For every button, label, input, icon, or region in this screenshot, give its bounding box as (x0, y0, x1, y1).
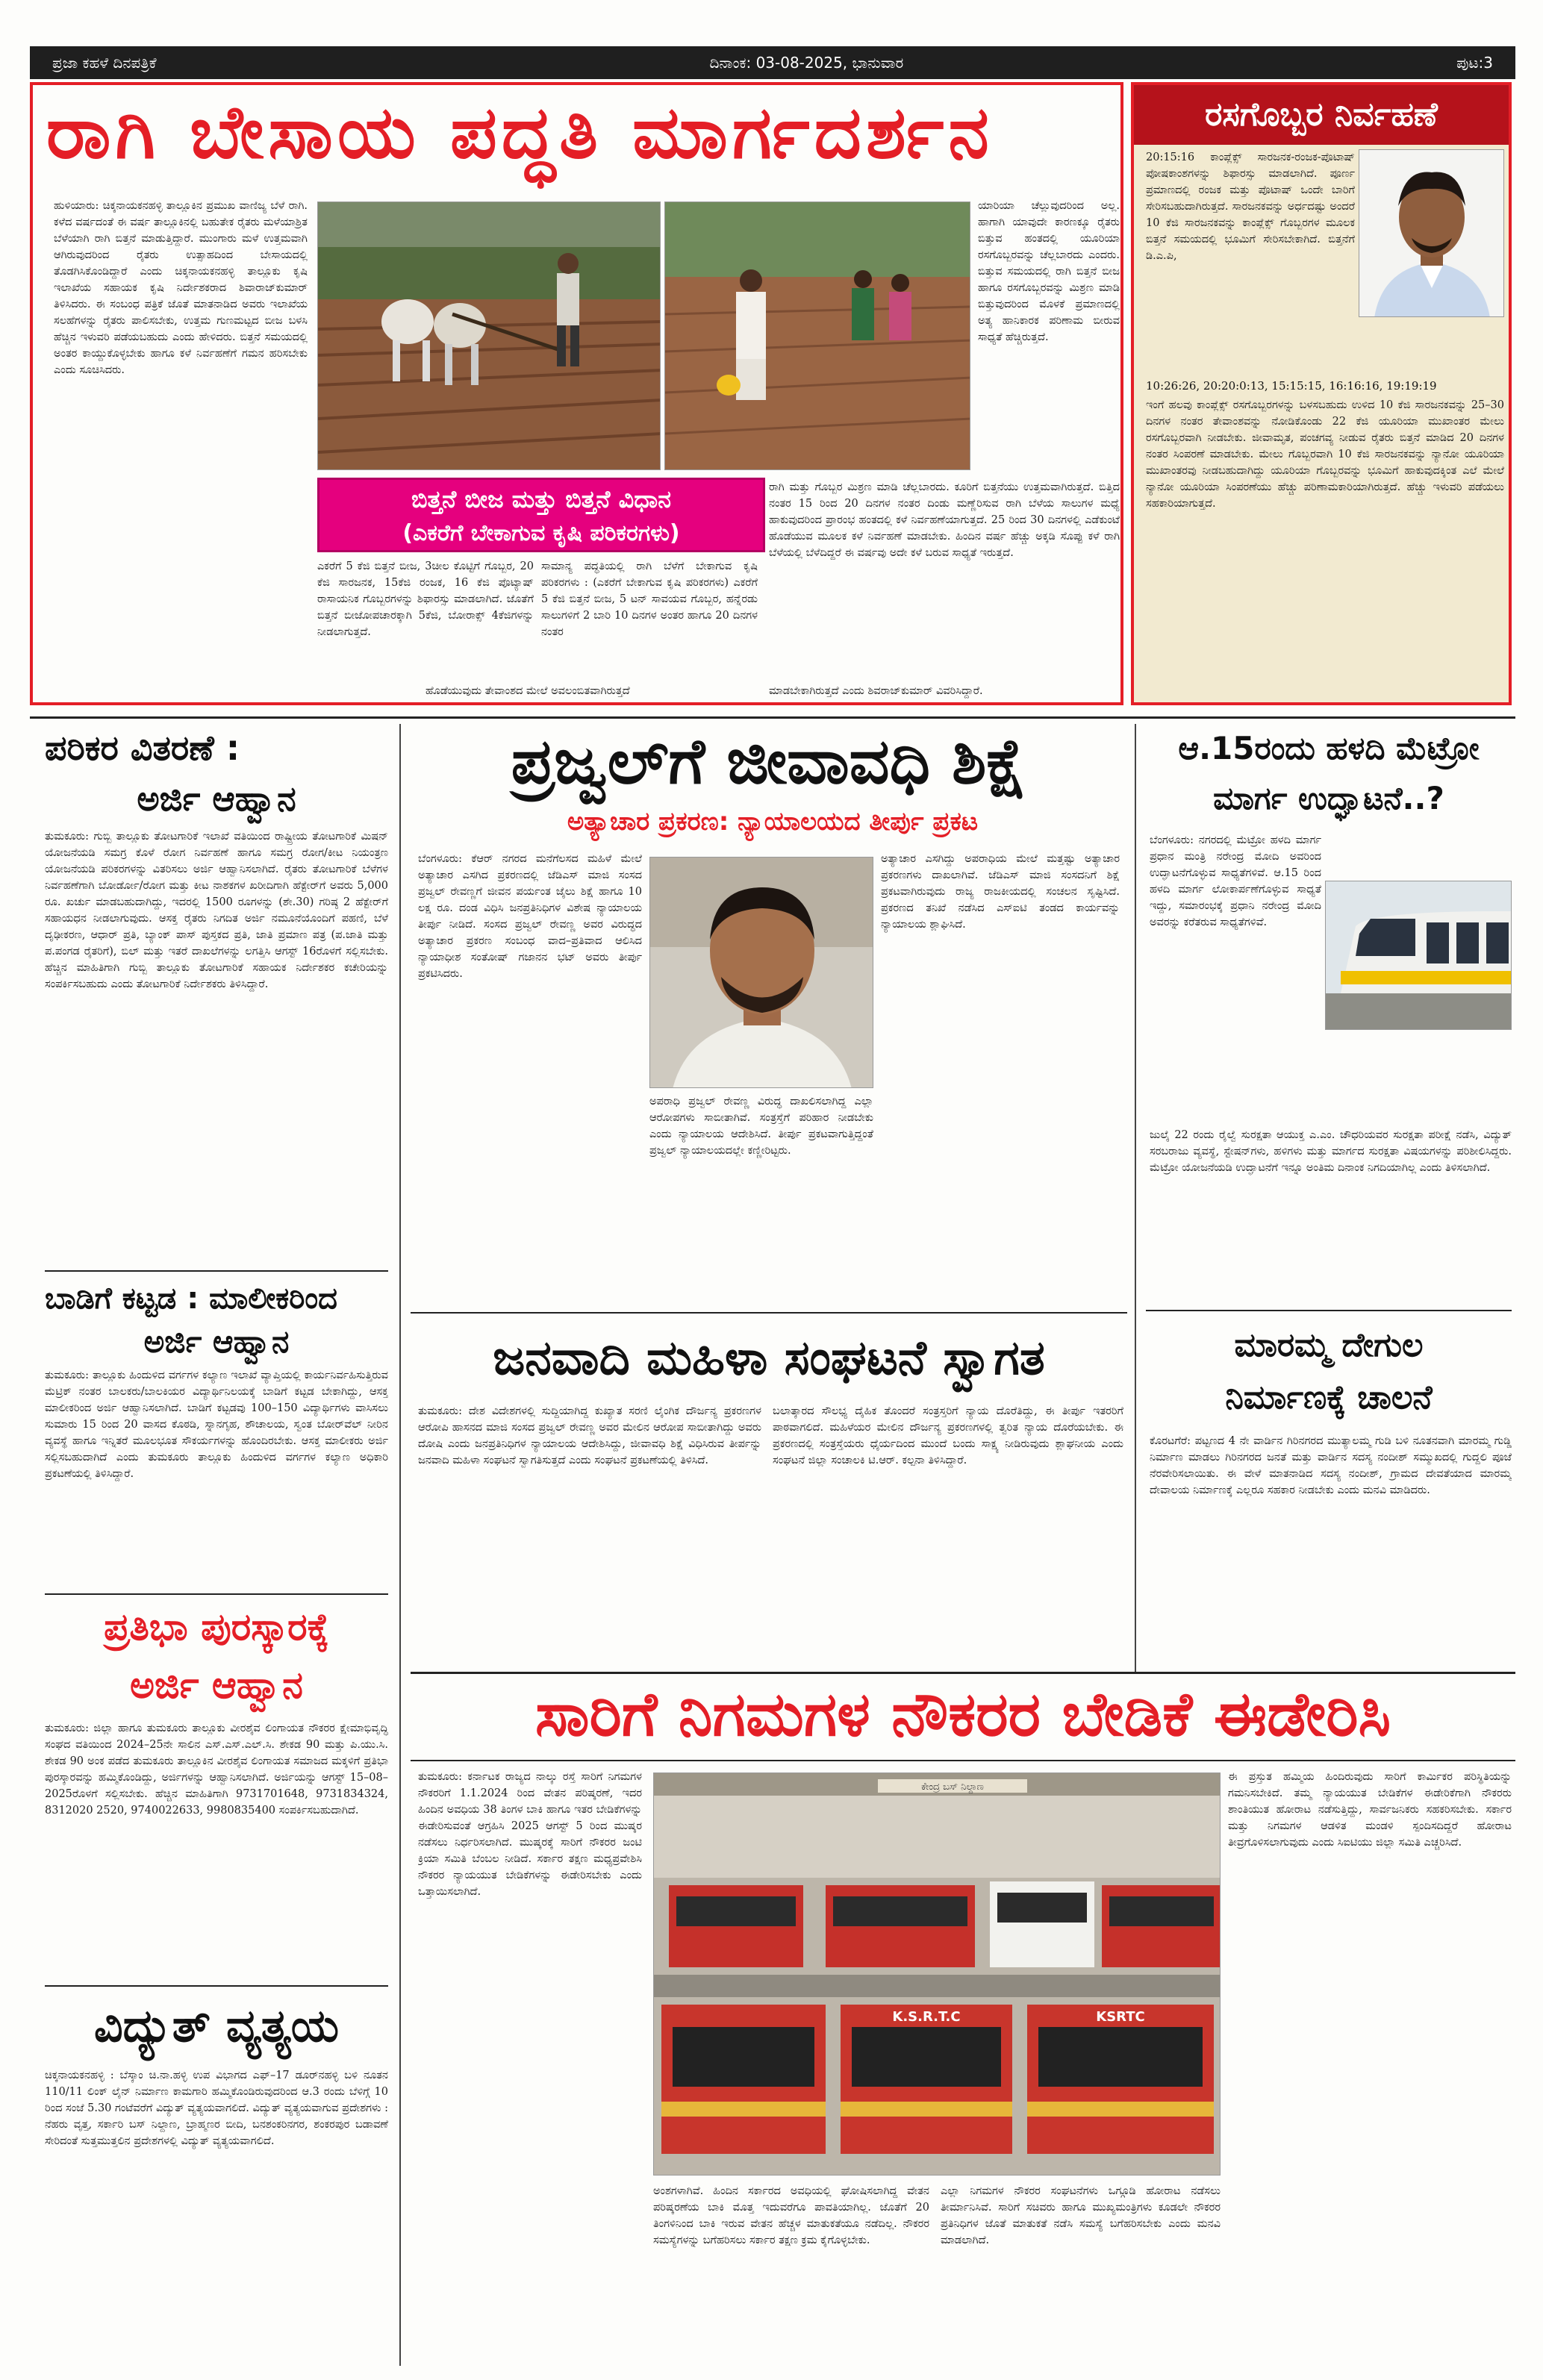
vidyut-headline: ವಿದ್ಯುತ್ ವ್ಯತ್ಯಯ (93, 2000, 340, 2052)
badige-article: ತುಮಕೂರು: ತಾಲ್ಲೂಕು ಹಿಂದುಳಿದ ವರ್ಗಗಳ ಕಲ್ಯಾಣ ಇಲಾಖೆ ವ್ಯಾಪ್ತಿಯಲ್ಲಿ ಕಾರ್ಯನಿರ್ವಹಿಸುತ್ತಿರುವ ಮೆಟ್ರಿಕ್ ನಂತರ ಬಾಲಕರು/ಬಾಲಕಿಯರ ವಿದ್ಯಾರ್ಥಿನಿಲಯಕ್ಕೆ ಬಾಡಿಗೆ ಕಟ್ಟಡ ಬೇಕಾಗಿದ್ದು, ಆಸಕ್ತ ಮಾಲೀಕರಿಂದ ಅರ್ಜಿ ಆಹ್ವಾನಿಸಲಾಗಿದೆ. ಬಾಡಿಗೆ ಕಟ್ಟಡವು 100–150 ವಿದ್ಯಾರ್ಥಿಗಳು ವಾಸಿಸಲು ಸುಮಾರು 15 ರಿಂದ 20 ವಾಸದ ಕೊಠಡಿ, ಸ್ನಾನಗೃಹ, ಶೌಚಾಲಯ, ಸ್ವಂತ ಬೋರ್‌ವೆಲ್ ನೀರಿನ ವ್ಯವಸ್ಥೆ ಹಾಗೂ ಇನ್ನಿತರೆ ಮೂಲಭೂತ ಸೌಕರ್ಯಗಳನ್ನು ಹೊಂದಿರಬೇಕು. ಆಸಕ್ತ ಮಾಲೀಕರು ಅರ್ಜಿ ಸಲ್ಲಿಸಬಹುದಾಗಿದೆ ಎಂದು ತುಮಕೂರು ತಾಲ್ಲೂಕು ಹಿಂದುಳಿದ ವರ್ಗಗಳ ಕಲ್ಯಾಣ ಅಧಿಕಾರಿ ಪ್ರಕಟಣೆಯಲ್ಲಿ ತಿಳಿಸಿದ್ದಾರೆ. (45, 1369, 388, 1480)
sarige-headline-band (411, 1672, 1515, 1761)
farm-photo-sowing (664, 202, 970, 470)
maramma-article: ಕೊರಟಗೆರೆ: ಪಟ್ಟಣದ 4 ನೇ ವಾರ್ಡಿನ ಗಿರಿನಗರದ ಮುತ್ಯಾಲಮ್ಮ ಗುಡಿ ಬಳಿ ನೂತನವಾಗಿ ಮಾರಮ್ಮ ಗುಡ್ಡಿ ನಿರ್ಮಾಣ ಮಾಡಲು ಗಿರಿನಗರದ ಜನತೆ ಮತ್ತು ವಾರ್ಡಿನ ಸದಸ್ಯ ನಂದೀಶ್ ಸಮ್ಮುಖದಲ್ಲಿ ಗುದ್ದಲಿ ಪೂಜೆ ನೆರವೇರಿಸಲಾಯಿತು. ಈ ವೇಳೆ ಮಾತನಾಡಿದ ಸದಸ್ಯ ನಂದೀಶ್, ಗ್ರಾಮದ ದೇವತೆಯಾದ ಮಾರಮ್ಮ ದೇವಾಲಯ ನಿರ್ಮಾಣಕ್ಕೆ ಎಲ್ಲರೂ ಸಹಕಾರ ನೀಡಬೇಕು ಎಂದು ಮನವಿ ಮಾಡಿದರು. (1150, 1435, 1512, 1496)
page-number: ಪುಟ:3 (1456, 54, 1493, 72)
metro-article-text2: ಜುಲೈ 22 ರಂದು ರೈಲ್ವೆ ಸುರಕ್ಷತಾ ಆಯುಕ್ತ ಎ.ಎಂ. ಚೌಧರಿಯವರ ಸುರಕ್ಷತಾ ಪರೀಕ್ಷೆ ನಡೆಸಿ, ವಿದ್ಯುತ್ ಸರಬರಾಜು ವ್ಯವಸ್ಥೆ, ಸ್ಟೇಷನ್‌ಗಳು, ಹಳಿಗಳು ಮತ್ತು ಮಾರ್ಗದ ಸುರಕ್ಷತಾ ವಿಷಯಗಳನ್ನು ಪರಿಶೀಲಿಸಿದ್ದರು. ಮೆಟ್ರೋ ಯೋಜನೆಯಡಿ ಉದ್ಘಾಟನೆಗೆ ಇನ್ನೂ ಅಂತಿಮ ದಿನಾಂಕ ನಿಗದಿಯಾಗಿಲ್ಲ ಎಂದು ತಿಳಿಸಲಾಗಿದೆ. (1150, 1129, 1512, 1174)
mid-divider-1 (411, 1312, 1127, 1314)
sarige-headline: ಸಾರಿಗೆ ನಿಗಮಗಳ ನೌಕರರ ಬೇಡಿಕೆ ಈಡೇರಿಸಿ (534, 1679, 1391, 1750)
sarige-article-col1: ತುಮಕೂರು: ಕರ್ನಾಟಕ ರಾಜ್ಯದ ನಾಲ್ಕು ರಸ್ತೆ ಸಾರಿಗೆ ನಿಗಮಗಳ ನೌಕರರಿಗೆ 1.1.2024 ರಿಂದ ವೇತನ ಪರಿಷ್ಕರಣೆ, ಇದರ ಹಿಂದಿನ ಅವಧಿಯ 38 ತಿಂಗಳ ಬಾಕಿ ಹಾಗೂ ಇತರ ಬೇಡಿಕೆಗಳನ್ನು ಈಡೇರಿಸುವಂತೆ ಆಗ್ರಹಿಸಿ 2025 ಆಗಸ್ಟ್ 5 ರಿಂದ ಮುಷ್ಕರ ನಡೆಸಲು ನಿರ್ಧರಿಸಲಾಗಿದೆ. ಮುಷ್ಕರಕ್ಕೆ ಸಾರಿಗೆ ನೌಕರರ ಜಂಟಿ ಕ್ರಿಯಾ ಸಮಿತಿ ಬೆಂಬಲ ನೀಡಿದೆ. ಸರ್ಕಾರ ತಕ್ಷಣ ಮಧ್ಯಪ್ರವೇಶಿಸಿ ನೌಕರರ ನ್ಯಾಯಯುತ ಬೇಡಿಕೆಗಳನ್ನು ಈಡೇರಿಸಬೇಕು ಎಂದು ಒತ್ತಾಯಿಸಲಾಗಿದೆ. (418, 1771, 642, 1898)
ragi-headline: ರಾಗಿ ಬೇಸಾಯ ಪದ್ಧತಿ ಮಾರ್ಗದರ್ಶನ (46, 90, 994, 175)
ragi-article-col5: ರಾಗಿ ಮತ್ತು ಗೊಬ್ಬರ ಮಿಶ್ರಣ ಮಾಡಿ ಚೆಲ್ಲಬಾರದು. ಕೂರಿಗೆ ಬಿತ್ತನೆಯು ಉತ್ತಮವಾಗಿರುತ್ತದೆ. ಬಿತ್ತಿದ ನಂತರ 15 ರಿಂದ 20 ದಿನಗಳ ನಂತರ ದಿಂಡು ಮಣ್ಣೆರಿಸುವ ರಾಗಿ ಬೆಳೆಯ ಸಾಲುಗಳ ಮಧ್ಯೆ ಹಾಕುವುದರಿಂದ ಪ್ರಾರಂಭ ಹಂತದಲ್ಲಿ ಕಳೆ ನಿರ್ವಹಣೆಯಾಗುತ್ತದೆ. 25 ರಿಂದ 30 ದಿನಗಳಲ್ಲಿ ಎಡೆಕುಂಟೆ ಹೊಡೆಯುವ ಮೂಲಕ ಕಳೆ ನಿರ್ವಹಣೆ ಮಾಡಬೇಕು. ಹಿಂದಿನ ವರ್ಷ ಹೆಚ್ಚು ಅಕ್ಕಡಿ ಸೊಪ್ಪು ಕಳೆ ರಾಗಿ ಬೆಳೆಯಲ್ಲಿ ಬೆಳೆದಿದ್ದರೆ ಈ ವರ್ಷವು ಅದೇ ಕಳೆ ಬರುವ ಸಾಧ್ಯತೆ ಇರುತ್ತದೆ. (769, 481, 1120, 559)
page-header-bar (30, 46, 1515, 79)
janavadi-headline: ಜನವಾದಿ ಮಹಿಳಾ ಸಂಘಟನೆ ಸ್ವಾಗತ (493, 1331, 1045, 1386)
issue-date: ದಿನಾಂಕ: 03-08-2025, ಭಾನುವಾರ (709, 54, 904, 72)
column-rule-left (399, 724, 401, 2366)
ragi-byline: ಮಾಡಬೇಕಾಗಿರುತ್ತದೆ ಎಂದು ಶಿವರಾಜ್‌ಕುಮಾರ್ ವಿವರಿಸಿದ್ದಾರೆ. (769, 685, 983, 697)
depot-sign-text: ಕೇಂದ್ರ ಬಸ್ ನಿಲ್ದಾಣ (921, 1781, 984, 1793)
sowing-box-title: ಬಿತ್ತನೆ ಬೀಜ ಮತ್ತು ಬಿತ್ತನೆ ವಿಧಾನ (411, 485, 671, 513)
prajwal-article-col1: ಬೆಂಗಳೂರು: ಕೆಆರ್ ನಗರದ ಮನೆಗೆಲಸದ ಮಹಿಳೆ ಮೇಲೆ ಅತ್ಯಾಚಾರ ಎಸಗಿದ ಪ್ರಕರಣದಲ್ಲಿ ಜೆಡಿಎಸ್ ಮಾಜಿ ಸಂಸದ ಪ್ರಜ್ವಲ್ ರೇವಣ್ಣಗೆ ಜೀವನ ಪರ್ಯಂತ ಜೈಲು ಶಿಕ್ಷೆ ಹಾಗೂ 10 ಲಕ್ಷ ರೂ. ದಂಡ ವಿಧಿಸಿ ಜನಪ್ರತಿನಿಧಿಗಳ ವಿಶೇಷ ನ್ಯಾಯಾಲಯ ತೀರ್ಪು ನೀಡಿದೆ. ಸಂಸದ ಪ್ರಜ್ವಲ್ ರೇವಣ್ಣ ಅವರ ವಿರುದ್ಧದ ಅತ್ಯಾಚಾರ ಪ್ರಕರಣ ಸಂಬಂಧ ವಾದ–ಪ್ರತಿವಾದ ಆಲಿಸಿದ ನ್ಯಾಯಾಧೀಶ ಸಂತೋಷ್ ಗಜಾನನ ಭಟ್ ಅವರು ತೀರ್ಪು ಪ್ರಕಟಿಸಿದರು. (418, 853, 642, 980)
sarige-article-col3: ಎಲ್ಲಾ ನಿಗಮಗಳ ನೌಕರರ ಸಂಘಟನೆಗಳು ಒಗ್ಗೂಡಿ ಹೋರಾಟ ನಡೆಸಲು ತೀರ್ಮಾನಿಸಿವೆ. ಸಾರಿಗೆ ಸಚಿವರು ಹಾಗೂ ಮುಖ್ಯಮಂತ್ರಿಗಳು ಕೂಡಲೇ ನೌಕರರ ಪ್ರತಿನಿಧಿಗಳ ಜೊತೆ ಮಾತುಕತೆ ನಡೆಸಿ ಸಮಸ್ಯೆ ಬಗೆಹರಿಸಬೇಕು ಎಂದು ಮನವಿ ಮಾಡಲಾಗಿದೆ. (941, 2185, 1221, 2246)
left-divider-1 (45, 1270, 388, 1272)
metro-headline-line2: ಮಾರ್ಗ ಉದ್ಘಾಟನೆ..? (1213, 780, 1444, 816)
vidyut-article: ಚಿಕ್ಕನಾಯಕನಹಳ್ಳಿ : ಬೆಸ್ಕಾಂ ಚಿ.ನಾ.ಹಳ್ಳಿ ಉಪ ವಿಭಾಗದ ಎಫ್–17 ಡೂರ್‌ನಹಳ್ಳಿ ಬಳಿ ನೂತನ 110/11 ಲಿಂಕ್ ಲೈನ್ ನಿರ್ಮಾಣ ಕಾಮಗಾರಿ ಹಮ್ಮಿಕೊಂಡಿರುವುದರಿಂದ ಆ.3 ರಂದು ಬೆಳಿಗ್ಗೆ 10 ರಿಂದ ಸಂಜೆ 5.30 ಗಂಟೆವರೆಗೆ ವಿದ್ಯುತ್ ವ್ಯತ್ಯಯವಾಗಲಿದೆ. ವಿದ್ಯುತ್ ವ್ಯತ್ಯಯವಾಗುವ ಪ್ರದೇಶಗಳು : ನೆಹರು ವೃತ್ತ, ಸರ್ಕಾರಿ ಬಸ್ ನಿಲ್ದಾಣ, ಬ್ರಾಹ್ಮಣರ ಬೀದಿ, ಬನಶಂಕರಿನಗರ, ಶಂಕರಪುರ ಬಡಾವಣೆ ಸೇರಿದಂತೆ ಸುತ್ತಮುತ್ತಲಿನ ಪ್ರದೇಶಗಳಲ್ಲಿ ವಿದ್ಯುತ್ ವ್ಯತ್ಯಯವಾಗಲಿದೆ. (45, 2070, 388, 2147)
metro-article-text1: ಬೆಂಗಳೂರು: ನಗರದಲ್ಲಿ ಮೆಟ್ರೋ ಹಳದಿ ಮಾರ್ಗ ಪ್ರಧಾನ ಮಂತ್ರಿ ನರೇಂದ್ರ ಮೋದಿ ಅವರಿಂದ ಉದ್ಘಾಟನೆಗೊಳ್ಳುವ ಸಾಧ್ಯತೆಗಳಿವೆ. ಆ.15 ರಿಂದ ಹಳದಿ ಮಾರ್ಗ ಲೋಕಾರ್ಪಣೆಗೊಳ್ಳುವ ಸಾಧ್ಯತೆ ಇದ್ದು, ಸಮಾರಂಭಕ್ಕೆ ಪ್ರಧಾನಿ ನರೇಂದ್ರ ಮೋದಿ ಅವರನ್ನು ಕರೆತರುವ ಸಾಧ್ಯತೆಗಳಿವೆ. (1150, 834, 1321, 928)
left-divider-2 (45, 1593, 388, 1595)
parikara-headline-line2: ಅರ್ಜಿ ಆಹ್ವಾನ (137, 778, 296, 819)
farm-photo-oxen (317, 202, 661, 470)
bus-label-1: K.S.R.T.C (892, 2009, 961, 2025)
ragi-bottom-line: ಹೊಡೆಯುವುದು ತೇವಾಂಶದ ಮೇಲೆ ಅವಲಂಬಿತವಾಗಿರುತ್ತದೆ (426, 685, 630, 697)
sarige-article-col2: ಅಂಶಗಳಾಗಿವೆ. ಹಿಂದಿನ ಸರ್ಕಾರದ ಅವಧಿಯಲ್ಲಿ ಘೋಷಿಸಲಾಗಿದ್ದ ವೇತನ ಪರಿಷ್ಕರಣೆಯ ಬಾಕಿ ಮೊತ್ತ ಇದುವರೆಗೂ ಪಾವತಿಯಾಗಿಲ್ಲ. ಜೊತೆಗೆ 20 ತಿಂಗಳಿನಿಂದ ಬಾಕಿ ಇರುವ ವೇತನ ಹೆಚ್ಚಳ ಮಾತುಕತೆಯೂ ನಡೆದಿಲ್ಲ. ನೌಕರರ ಸಮಸ್ಯೆಗಳನ್ನು ಬಗೆಹರಿಸಲು ಸರ್ಕಾರ ತಕ್ಷಣ ಕ್ರಮ ಕೈಗೊಳ್ಳಬೇಕು. (653, 2185, 929, 2246)
janavadi-article-col1: ತುಮಕೂರು: ದೇಶ ವಿದೇಶಗಳಲ್ಲಿ ಸುದ್ದಿಯಾಗಿದ್ದ ಕುಖ್ಯಾತ ಸರಣಿ ಲೈಂಗಿಕ ದೌರ್ಜನ್ಯ ಪ್ರಕರಣಗಳ ಆರೋಪಿ ಹಾಸನದ ಮಾಜಿ ಸಂಸದ ಪ್ರಜ್ವಲ್ ರೇವಣ್ಣ ಅವರ ಮೇಲಿನ ಆರೋಪ ಸಾಬೀತಾಗಿದ್ದು ಅವರು ದೋಷಿ ಎಂದು ಜನಪ್ರತಿನಿಧಿಗಳ ನ್ಯಾಯಾಲಯ ಆದೇಶಿಸಿದ್ದು, ಜೀವಾವಧಿ ಶಿಕ್ಷೆ ವಿಧಿಸಿರುವ ತೀರ್ಪನ್ನು ಜನವಾದಿ ಮಹಿಳಾ ಸಂಘಟನೆ ಸ್ವಾಗತಿಸುತ್ತದೆ ಎಂದು ಸಂಘಟನೆ ಪ್ರಕಟಣೆಯಲ್ಲಿ ತಿಳಿಸಿದೆ. (418, 1405, 761, 1467)
prajwal-subhead: ಅತ್ಯಾಚಾರ ಪ್ರಕರಣ: ನ್ಯಾಯಾಲಯದ ತೀರ್ಪು ಪ್ರಕಟ (567, 807, 979, 837)
fertilizer-headline: ರಸಗೊಬ್ಬರ ನಿರ್ವಹಣೆ (1134, 85, 1509, 145)
parikara-article: ತುಮಕೂರು: ಗುಬ್ಬಿ ತಾಲ್ಲೂಕು ತೋಟಗಾರಿಕೆ ಇಲಾಖೆ ವತಿಯಿಂದ ರಾಷ್ಟ್ರೀಯ ತೋಟಗಾರಿಕೆ ಮಿಷನ್ ಯೋಜನೆಯಡಿ ಸಮಗ್ರ ಕೊಳೆ ರೋಗ ನಿರ್ವಹಣೆ ಹಾಗೂ ಸಮಗ್ರ ರೋಗ/ಕೀಟ ನಿಯಂತ್ರಣ ಯೋಜನೆಯಡಿ ಪರಿಕರಗಳನ್ನು ವಿತರಿಸಲು ಅರ್ಜಿ ಆಹ್ವಾನಿಸಲಾಗಿದೆ. ರೈತರು ತೋಟಗಾರಿಕೆ ಬೆಳೆಗಳ ನಿರ್ವಹಣೆಗಾಗಿ ಬೋರ್ಡೋ/ರೋಗ ಮತ್ತು ಕೀಟ ನಾಶಕಗಳ ಖರೀದಿಗಾಗಿ ಹೆಕ್ಟೇರ್‌ಗೆ ಅವರು 5,000 ರೂ. ಖರ್ಚು ಮಾಡಬಹುದಾಗಿದ್ದು, ಇದರಲ್ಲಿ 1500 ರೂಗಳನ್ನು (ಶೇ.30) ಗರಿಷ್ಠ 2 ಹೆಕ್ಟೇರ್‌ಗೆ ಸಹಾಯಧನ ನೀಡಲಾಗುವುದು. ಆಸಕ್ತ ರೈತರು ನಿಗದಿತ ಅರ್ಜಿ ನಮೂನೆಯೊಂದಿಗೆ ಪಹಣಿ, ಬೆಳೆ ದೃಢೀಕರಣ, ಆಧಾರ್ ಪ್ರತಿ, ಬ್ಯಾಂಕ್ ಪಾಸ್ ಪುಸ್ತಕದ ಪ್ರತಿ, ಜಾತಿ ಪ್ರಮಾಣ ಪತ್ರ (ಪ.ಜಾತಿ ಮತ್ತು ಪ.ಪಂಗಡ ರೈತರಿಗೆ), ಬಿಲ್ ಮತ್ತು ಇತರೆ ದಾಖಲೆಗಳನ್ನು ಲಗತ್ತಿಸಿ ಆಗಸ್ಟ್ 16ರೊಳಗೆ ಸಲ್ಲಿಸಬೇಕು. ಹೆಚ್ಚಿನ ಮಾಹಿತಿಗಾಗಿ ಗುಬ್ಬಿ ತಾಲ್ಲೂಕು ತೋಟಗಾರಿಕೆ ಸಹಾಯಕ ನಿರ್ದೇಶಕರ ಕಚೇರಿಯನ್ನು ಸಂಪರ್ಕಿಸಬಹುದು ಎಂದು ತೋಟಗಾರಿಕೆ ನಿರ್ದೇಶಕರು ತಿಳಿಸಿದ್ದಾರೆ. (45, 831, 388, 990)
officer-portrait (1359, 149, 1504, 317)
pratibha-headline-line2: ಅರ್ಜಿ ಆಹ್ವಾನ (130, 1664, 303, 1707)
janavadi-article-col2: ಬಲಾತ್ಕಾರದ ಸೌಲಭ್ಯ ದೈಹಿಕ ತೊಂದರೆ ಸಂತ್ರಸ್ತರಿಗೆ ನ್ಯಾಯ ದೊರೆತಿದ್ದು, ಈ ತೀರ್ಪು ಇತರರಿಗೆ ಪಾಠವಾಗಲಿದೆ. ಮಹಿಳೆಯರ ಮೇಲಿನ ದೌರ್ಜನ್ಯ ಪ್ರಕರಣಗಳಲ್ಲಿ ತ್ವರಿತ ನ್ಯಾಯ ದೊರೆಯಬೇಕು. ಈ ಪ್ರಕರಣದಲ್ಲಿ ಸಂತ್ರಸ್ತೆಯರು ಧೈರ್ಯದಿಂದ ಮುಂದೆ ಬಂದು ಸಾಕ್ಷ್ಯ ನೀಡಿರುವುದು ಶ್ಲಾಘನೀಯ ಎಂದು ಸಂಘಟನೆ ಜಿಲ್ಲಾ ಸಂಚಾಲಕಿ ಟಿ.ಆರ್. ಕಲ್ಪನಾ ತಿಳಿಸಿದ್ದಾರೆ. (773, 1405, 1123, 1467)
fertilizer-bottom-text: ಇಂಗೆ ಹಲವು ಕಾಂಪ್ಲೆಕ್ಸ್ ರಸಗೊಬ್ಬರಗಳನ್ನು ಬಳಸಬಹುದು ಉಳಿದ 10 ಕೆಜಿ ಸಾರಜನಕವನ್ನು 25–30 ದಿನಗಳ ನಂತರ ತೇವಾಂಶವನ್ನು ನೋಡಿಕೊಂಡು 22 ಕೆಜಿ ಯೂರಿಯಾ ಮುಖಾಂತರ ಮೇಲು ರಸಗೊಬ್ಬರವಾಗಿ ನೀಡಬೇಕು. ಜೀವಾಮೃತ, ಪಂಚಗವ್ಯ ನೀಡುವ ರೈತರು ಬಿತ್ತನೆ ಮಾಡಿದ 20 ದಿನಗಳ ನಂತರ ಸಿಂಪರಣೆ ಮಾಡಬೇಕು. ಮೇಲು ಗೊಬ್ಬರವಾಗಿ 10 ಕೆಜಿ ಸಾರಜನಕವನ್ನು ನ್ಯಾನೋ ಯೂರಿಯಾ ಮುಖಾಂತರವು ನೀಡಬಹುದಾಗಿದ್ದು ಯೂರಿಯಾ ಗೊಬ್ಬರವನ್ನು ಭೂಮಿಗೆ ಹಾಕುವುದಕ್ಕಿಂತ ಎಲೆ ಮೇಲೆ ನ್ಯಾನೋ ಯೂರಿಯಾ ಸಿಂಪರಣೆಯು ಹೆಚ್ಚು ಪರಿಣಾಮಕಾರಿಯಾಗಿರುತ್ತದೆ. ಹೆಚ್ಚು ಇಳುವರಿ ಪಡೆಯಲು ಸಹಕಾರಿಯಾಗುತ್ತದೆ. (1146, 399, 1504, 510)
prajwal-article-col2: ಅಪರಾಧಿ ಪ್ರಜ್ವಲ್ ರೇವಣ್ಣ ವಿರುದ್ಧ ದಾಖಲಿಸಲಾಗಿದ್ದ ಎಲ್ಲಾ ಆರೋಪಗಳು ಸಾಬೀತಾಗಿವೆ. ಸಂತ್ರಸ್ತೆಗೆ ಪರಿಹಾರ ನೀಡಬೇಕು ಎಂದು ನ್ಯಾಯಾಲಯ ಆದೇಶಿಸಿದೆ. ತೀರ್ಪು ಪ್ರಕಟವಾಗುತ್ತಿದ್ದಂತೆ ಪ್ರಜ್ವಲ್ ನ್ಯಾಯಾಲಯದಲ್ಲೇ ಕಣ್ಣೀರಿಟ್ಟರು. (649, 1096, 873, 1157)
prajwal-photo (649, 857, 873, 1088)
ragi-article-col4: ಸಾಮಾನ್ಯ ಪದ್ಧತಿಯಲ್ಲಿ ರಾಗಿ ಬೆಳೆಗೆ ಬೇಕಾಗುವ ಕೃಷಿ ಪರಿಕರಗಳು : (ಎಕರೆಗೆ ಬೇಕಾಗುವ ಕೃಷಿ ಪರಿಕರಗಳು) ಎಕರೆಗೆ 5 ಕೆಜಿ ಬಿತ್ತನೆ ಬೀಜ, 5 ಟನ್ ಸಾವಯವ ಗೊಬ್ಬರ, ಹನ್ನೆರಡು ಸಾಲುಗಳಿಗೆ 2 ಬಾರಿ 10 ದಿನಗಳ ಅಂತರ ಹಾಗೂ 20 ದಿನಗಳ ನಂತರ (541, 560, 758, 638)
maramma-headline-line2: ನಿರ್ಮಾಣಕ್ಕೆ ಚಾಲನೆ (1225, 1378, 1433, 1417)
fertilizer-formulas: 10:26:26, 20:20:0:13, 15:15:15, 16:16:16, 19:19:19 (1146, 379, 1437, 393)
badige-headline-line2: ಅರ್ಜಿ ಆಹ್ವಾನ (143, 1323, 290, 1360)
ragi-article-col3: ಎಕರೆಗೆ 5 ಕೆಜಿ ಬಿತ್ತನೆ ಬೀಜ, 3ಚೀಲ ಕೊಟ್ಟಿಗೆ ಗೊಬ್ಬರ, 20 ಕೆಜಿ ಸಾರಜನಕ, 15ಕೆಜಿ ರಂಜಕ, 16 ಕೆಜಿ ಪೊಟ್ಯಾಷ್ ರಾಸಾಯನಿಕ ಗೊಬ್ಬರಗಳನ್ನು ಶಿಫಾರಸ್ಸು ಮಾಡಲಾಗಿದೆ. ಜೊತೆಗೆ ಬಿತ್ತನೆ ಬೀಜೋಪಚಾರಕ್ಕಾಗಿ 5ಕೆಜಿ, ಬೋರಾಕ್ಸ್ 4ಕೆಜಿಗಳನ್ನು ನೀಡಲಾಗುತ್ತದೆ. (317, 560, 534, 638)
sowing-method-box (317, 478, 765, 552)
sowing-box-subtitle: (ಎಕರೆಗೆ ಬೇಕಾಗುವ ಕೃಷಿ ಪರಿಕರಗಳು) (402, 520, 680, 546)
prajwal-headline: ಪ್ರಜ್ವಲ್‌ಗೆ ಜೀವಾವಧಿ ಶಿಕ್ಷೆ (511, 725, 1027, 798)
pratibha-article: ತುಮಕೂರು: ಜಿಲ್ಲಾ ಹಾಗೂ ತುಮಕೂರು ತಾಲ್ಲೂಕು ವೀರಶೈವ ಲಿಂಗಾಯತ ನೌಕರರ ಕ್ಷೇಮಾಭಿವೃದ್ಧಿ ಸಂಘದ ವತಿಯಿಂದ 2024–25ನೇ ಸಾಲಿನ ಎಸ್.ಎಸ್.ಎಲ್.ಸಿ. ಶೇಕಡ 90 ಮತ್ತು ಪಿ.ಯು.ಸಿ. ಶೇಕಡ 90 ಅಂಕ ಪಡೆದ ತುಮಕೂರು ತಾಲ್ಲೂಕಿನ ವೀರಶೈವ ಲಿಂಗಾಯತ ಸಮಾಜದ ಮಕ್ಕಳಿಗೆ ಪ್ರತಿಭಾ ಪುರಸ್ಕಾರವನ್ನು ಹಮ್ಮಿಕೊಂಡಿದ್ದು, ಅರ್ಜಿಗಳನ್ನು ಆಹ್ವಾನಿಸಲಾಗಿದೆ. ಅರ್ಜಿಯನ್ನು ಆಗಸ್ಟ್ 15–08–2025ರೊಳಗೆ ಸಲ್ಲಿಸಬೇಕು. ಹೆಚ್ಚಿನ ಮಾಹಿತಿಗಾಗಿ 9731701648, 9731834324, 8312020 2520, 9740022633, 9980835400 ಸಂಪರ್ಕಿಸಬಹುದಾಗಿದೆ. (45, 1722, 388, 1817)
right-divider-1 (1146, 1310, 1512, 1311)
badige-headline-line1: ಬಾಡಿಗೆ ಕಟ್ಟಡ : ಮಾಲೀಕರಿಂದ (45, 1281, 337, 1316)
column-rule-right (1135, 724, 1136, 1672)
metro-train-photo (1325, 881, 1512, 1030)
prajwal-article-col3: ಅತ್ಯಾಚಾರ ಎಸಗಿದ್ದು ಅಪರಾಧಿಯ ಮೇಲೆ ಮತ್ತಷ್ಟು ಅತ್ಯಾಚಾರ ಪ್ರಕರಣಗಳು ದಾಖಲಾಗಿವೆ. ಜೆಡಿಎಸ್ ಮಾಜಿ ಸಂಸದನಿಗೆ ಶಿಕ್ಷೆ ಪ್ರಕಟವಾಗಿರುವುದು ರಾಜ್ಯ ರಾಜಕೀಯದಲ್ಲಿ ಸಂಚಲನ ಸೃಷ್ಟಿಸಿದೆ. ಪ್ರಕರಣದ ತನಿಖೆ ನಡೆಸಿದ ಎಸ್‌ಐಟಿ ತಂಡದ ಕಾರ್ಯವನ್ನು ನ್ಯಾಯಾಲಯ ಶ್ಲಾಘಿಸಿದೆ. (881, 853, 1120, 931)
ragi-article-col2: ಯಾರಿಯಾ ಚೆಲ್ಲುವುದರಿಂದ ಅಲ್ಲ. ಹಾಗಾಗಿ ಯಾವುದೇ ಕಾರಣಕ್ಕೂ ರೈತರು ಬಿತ್ತುವ ಹಂತದಲ್ಲಿ ಯೂರಿಯಾ ರಸಗೊಬ್ಬರವನ್ನು ಚೆಲ್ಲಬಾರದು ಎಂದರು. ಬಿತ್ತುವ ಸಮಯದಲ್ಲಿ ರಾಗಿ ಬಿತ್ತನೆ ಬೀಜ ಹಾಗೂ ರಸಗೊಬ್ಬರವನ್ನು ಮಿಶ್ರಣ ಮಾಡಿ ಬಿತ್ತುವುದರಿಂದ ಮೊಳಕೆ ಪ್ರಮಾಣದಲ್ಲಿ ಅತ್ಯ ಹಾನಿಕಾರಕ ಪರಿಣಾಮ ಬೀರುವ ಸಾಧ್ಯತೆ ಹೆಚ್ಚಿರುತ್ತದೆ. (978, 200, 1120, 343)
fertilizer-top-text: 20:15:16 ಕಾಂಪ್ಲೆಕ್ಸ್ ಸಾರಜನಕ-ರಂಜಕ-ಪೊಟಾಷ್ ಪೋಷಕಾಂಶಗಳನ್ನು ಶಿಫಾರಸ್ಸು ಮಾಡಲಾಗಿದೆ. ಪೂರ್ಣ ಪ್ರಮಾಣದಲ್ಲಿ ರಂಜಕ ಮತ್ತು ಪೊಟಾಷ್ ಒಂದೇ ಬಾರಿಗೆ ಸೇರಿಸಬಹುದಾಗಿರುತ್ತದೆ. ಸಾರಜನಕವನ್ನು ಅರ್ಧದಷ್ಟು ಅಂದರೆ 10 ಕೆಜಿ ಸಾರಜನಕವನ್ನು ಕಾಂಪ್ಲೆಕ್ಸ್ ಗೊಬ್ಬರಗಳ ಮೂಲಕ ಬಿತ್ತನೆ ಸಮಯದಲ್ಲಿ ಭೂಮಿಗೆ ಸೇರಿಸಬೇಕಾಗಿದೆ. ಬಿತ್ತನೆಗೆ ಡಿ.ಎ.ಪಿ, (1146, 152, 1355, 262)
maramma-headline-line1: ಮಾರಮ್ಮ ದೇಗುಲ (1234, 1326, 1424, 1364)
ragi-article-col1: ಹುಳಿಯಾರು: ಚಿಕ್ಕನಾಯಕನಹಳ್ಳಿ ತಾಲ್ಲೂಕಿನ ಪ್ರಮುಖ ವಾಣಿಜ್ಯ ಬೆಳೆ ರಾಗಿ. ಕಳೆದ ವರ್ಷದಂತೆ ಈ ವರ್ಷ ತಾಲ್ಲೂಕಿನಲ್ಲಿ ಬಹುತೇಕ ರೈತರು ಮಳೆಯಾಶ್ರಿತ ಬೆಳೆಯಾಗಿ ರಾಗಿ ಬಿತ್ತನೆ ಮಾಡುತ್ತಿದ್ದಾರೆ. ಮುಂಗಾರು ಮಳೆ ಉತ್ತಮವಾಗಿ ಆಗಿರುವುದರಿಂದ ರೈತರು ಉತ್ಸಾಹದಿಂದ ಬೇಸಾಯದಲ್ಲಿ ತೊಡಗಿಸಿಕೊಂಡಿದ್ದಾರೆ ಎಂದು ಚಿಕ್ಕನಾಯಕನಹಳ್ಳಿ ತಾಲ್ಲೂಕು ಕೃಷಿ ಇಲಾಖೆಯ ಸಹಾಯಕ ಕೃಷಿ ನಿರ್ದೇಶಕರಾದ ಶಿವಾರಾಜ್‌ಕುಮಾರ್ ತಿಳಿಸಿದರು. ಈ ಸಂಬಂಧ ಪತ್ರಿಕೆ ಜೊತೆ ಮಾತನಾಡಿದ ಅವರು ಇಲಾಖೆಯ ಸಲಹೆಗಳನ್ನು ರೈತರು ಪಾಲಿಸಬೇಕು, ಉತ್ತಮ ಗುಣಮಟ್ಟದ ಬೀಜ ಬಳಸಿ ಹೆಚ್ಚಿನ ಇಳುವರಿ ಪಡೆಯಬಹುದು ಎಂದು ಹೇಳಿದರು. ಬಿತ್ತನೆ ಸಮಯದಲ್ಲಿ ಅಂತರ ಕಾಯ್ದುಕೊಳ್ಳಬೇಕು ಹಾಗೂ ಕಳೆ ನಿರ್ವಹಣೆಗೆ ಗಮನ ಹರಿಸಬೇಕು ಎಂದು ಸೂಚಿಸಿದರು. (54, 200, 308, 376)
parikara-headline-line1: ಪರಿಕರ ವಿತರಣೆ : (45, 728, 240, 768)
publication-name: ಪ್ರಜಾ ಕಹಳೆ ದಿನಪತ್ರಿಕೆ (52, 54, 157, 72)
left-divider-3 (45, 1985, 388, 1987)
sarige-article-col4: ಈ ಪ್ರಸ್ತುತ ಹಮ್ಮಿಯ ಹಿಂದಿರುವುದು ಸಾರಿಗೆ ಕಾರ್ಮಿಕರ ಪರಿಸ್ಥಿತಿಯನ್ನು ಗಮನಿಸಬೇಕಿದೆ. ತಮ್ಮ ನ್ಯಾಯಯುತ ಬೇಡಿಕೆಗಳ ಈಡೇರಿಕೆಗಾಗಿ ನೌಕರರು ಶಾಂತಿಯುತ ಹೋರಾಟ ನಡೆಸುತ್ತಿದ್ದು, ಸಾರ್ವಜನಿಕರು ಸಹಕರಿಸಬೇಕು. ಸರ್ಕಾರ ಮತ್ತು ನಿಗಮಗಳ ಆಡಳಿತ ಮಂಡಳಿ ಸ್ಪಂದಿಸದಿದ್ದರೆ ಹೋರಾಟ ತೀವ್ರಗೊಳಿಸಲಾಗುವುದು ಎಂದು ಸಿಐಟಿಯು ಜಿಲ್ಲಾ ಸಮಿತಿ ಎಚ್ಚರಿಸಿದೆ. (1228, 1771, 1512, 1849)
section-divider (30, 716, 1515, 719)
bus-depot-photo (653, 1772, 1221, 2176)
bus-label-2: KSRTC (1096, 2009, 1145, 2025)
metro-headline-line1: ಆ.15ರಂದು ಹಳದಿ ಮೆಟ್ರೋ (1178, 730, 1480, 766)
pratibha-headline-line1: ಪ್ರತಿಭಾ ಪುರಸ್ಕಾರಕ್ಕೆ (104, 1605, 329, 1649)
